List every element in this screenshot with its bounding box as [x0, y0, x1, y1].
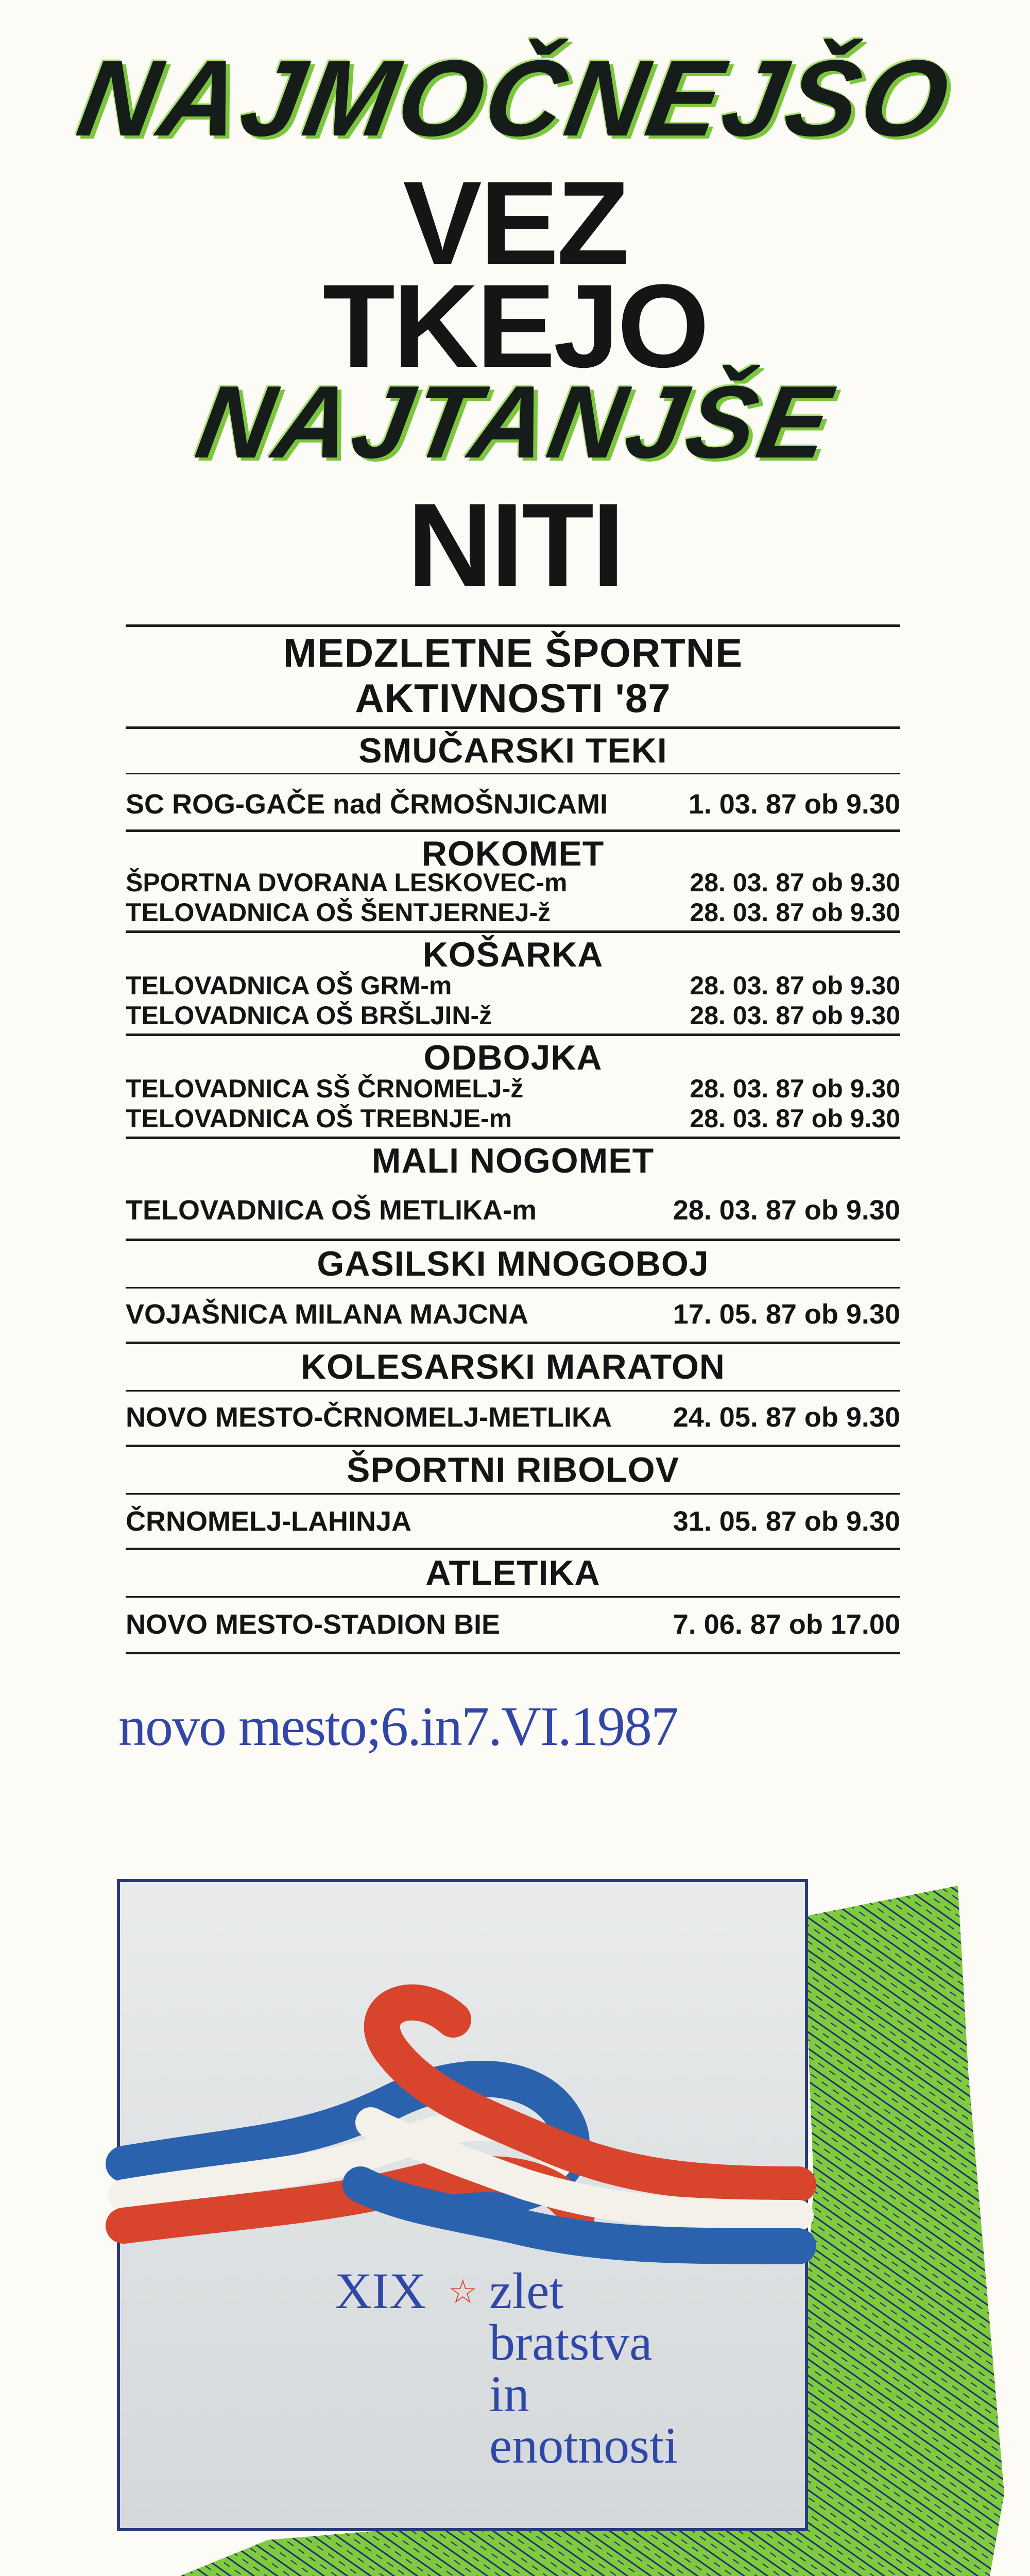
schedule: 28. 03. 87 ob 9.30 — [690, 1074, 900, 1103]
divider — [126, 1445, 900, 1447]
venue: SC ROG-GAČE nad ČRMOŠNJICAMI — [126, 789, 608, 820]
venue: NOVO MESTO-ČRNOMELJ-METLIKA — [126, 1402, 612, 1433]
section-title-kolesarski-maraton: KOLESARSKI MARATON — [301, 1347, 725, 1386]
divider — [126, 726, 900, 729]
section-title-odbojka: ODBOJKA — [423, 1038, 603, 1077]
schedule: 28. 03. 87 ob 9.30 — [673, 1195, 900, 1226]
divider — [126, 1239, 900, 1241]
venue: TELOVADNICA OŠ GRM-m — [126, 971, 452, 1000]
emblem-text-zlet: zlet — [489, 2262, 564, 2319]
venue: TELOVADNICA OŠ TREBNJE-m — [126, 1104, 512, 1133]
schedule-row — [126, 1194, 900, 1226]
schedule: 1. 03. 87 ob 9.30 — [688, 789, 900, 820]
section-title-rokomet: ROKOMET — [421, 834, 605, 873]
star-icon: ☆ — [448, 2273, 478, 2311]
divider — [126, 624, 900, 627]
divider — [126, 1596, 900, 1598]
schedule: 28. 03. 87 ob 9.30 — [690, 868, 900, 897]
divider — [126, 1652, 900, 1654]
emblem-artwork — [0, 1855, 1030, 2576]
divider — [126, 1493, 900, 1495]
venue: NOVO MESTO-STADION BIE — [126, 1609, 501, 1640]
section-title-kosarka: KOŠARKA — [422, 935, 604, 974]
emblem-text-bratstva: bratstva — [489, 2314, 653, 2371]
place-date: novo mesto;6.in7.VI.1987 — [118, 1696, 678, 1757]
section-title-gasilski-mnogoboj: GASILSKI MNOGOBOJ — [317, 1244, 709, 1283]
schedule-row — [126, 971, 900, 1001]
venue: TELOVADNICA OŠ BRŠLJIN-ž — [126, 1001, 492, 1030]
divider — [126, 1137, 900, 1139]
schedule-row — [126, 788, 900, 820]
schedule: 17. 05. 87 ob 9.30 — [673, 1299, 900, 1330]
schedule-row — [126, 1001, 900, 1030]
section-title-mali-nogomet: MALI NOGOMET — [371, 1141, 655, 1180]
emblem-text-enotnosti: enotnosti — [489, 2417, 678, 2474]
section-title-smucarski-teki: SMUČARSKI TEKI — [358, 731, 667, 770]
schedule-row — [126, 1401, 900, 1433]
venue: TELOVADNICA OŠ ŠENTJERNEJ-ž — [126, 898, 551, 927]
schedule-row — [126, 1104, 900, 1133]
venue: TELOVADNICA SŠ ČRNOMELJ-ž — [126, 1074, 524, 1103]
divider — [126, 930, 900, 933]
schedule: 24. 05. 87 ob 9.30 — [673, 1402, 900, 1433]
schedule-row — [126, 897, 900, 927]
headline-line-1: NAJMOČNEJŠO — [70, 38, 960, 159]
venue: ŠPORTNA DVORANA LESKOVEC-m — [126, 868, 568, 897]
divider — [126, 1033, 900, 1036]
schedule: 31. 05. 87 ob 9.30 — [673, 1506, 900, 1537]
venue: ČRNOMELJ-LAHINJA — [126, 1506, 412, 1537]
section-title-atletika: ATLETIKA — [425, 1553, 600, 1592]
divider — [126, 829, 900, 832]
divider — [126, 1342, 900, 1344]
program-title-line-2: AKTIVNOSTI '87 — [355, 675, 671, 721]
schedule-row — [126, 1298, 900, 1330]
divider — [126, 1390, 900, 1392]
schedule-row — [126, 1505, 900, 1537]
headline-line-2: VEZ — [403, 157, 627, 289]
divider — [126, 773, 900, 774]
divider — [126, 1287, 900, 1289]
schedule: 28. 03. 87 ob 9.30 — [690, 1104, 900, 1133]
schedule: 7. 06. 87 ob 17.00 — [673, 1609, 900, 1640]
schedule-row — [126, 1608, 900, 1640]
schedule: 28. 03. 87 ob 9.30 — [690, 971, 900, 1000]
schedule: 28. 03. 87 ob 9.30 — [690, 898, 900, 927]
emblem-text-in: in — [489, 2365, 529, 2422]
schedule-row — [126, 1074, 900, 1104]
emblem-text-xix: XIX — [335, 2262, 426, 2319]
divider — [126, 1548, 900, 1550]
headline-line-5: NITI — [407, 479, 623, 611]
headline-line-4: NAJTANJŠE — [188, 365, 842, 480]
venue: VOJAŠNICA MILANA MAJCNA — [126, 1299, 529, 1330]
program-title-line-1: MEDZLETNE ŠPORTNE — [283, 630, 743, 675]
schedule-row — [126, 868, 900, 897]
section-title-sportni-ribolov: ŠPORTNI RIBOLOV — [347, 1450, 679, 1489]
venue: TELOVADNICA OŠ METLIKA-m — [126, 1195, 537, 1226]
schedule: 28. 03. 87 ob 9.30 — [690, 1001, 900, 1030]
headline-line-3: TKEJO — [322, 260, 708, 392]
